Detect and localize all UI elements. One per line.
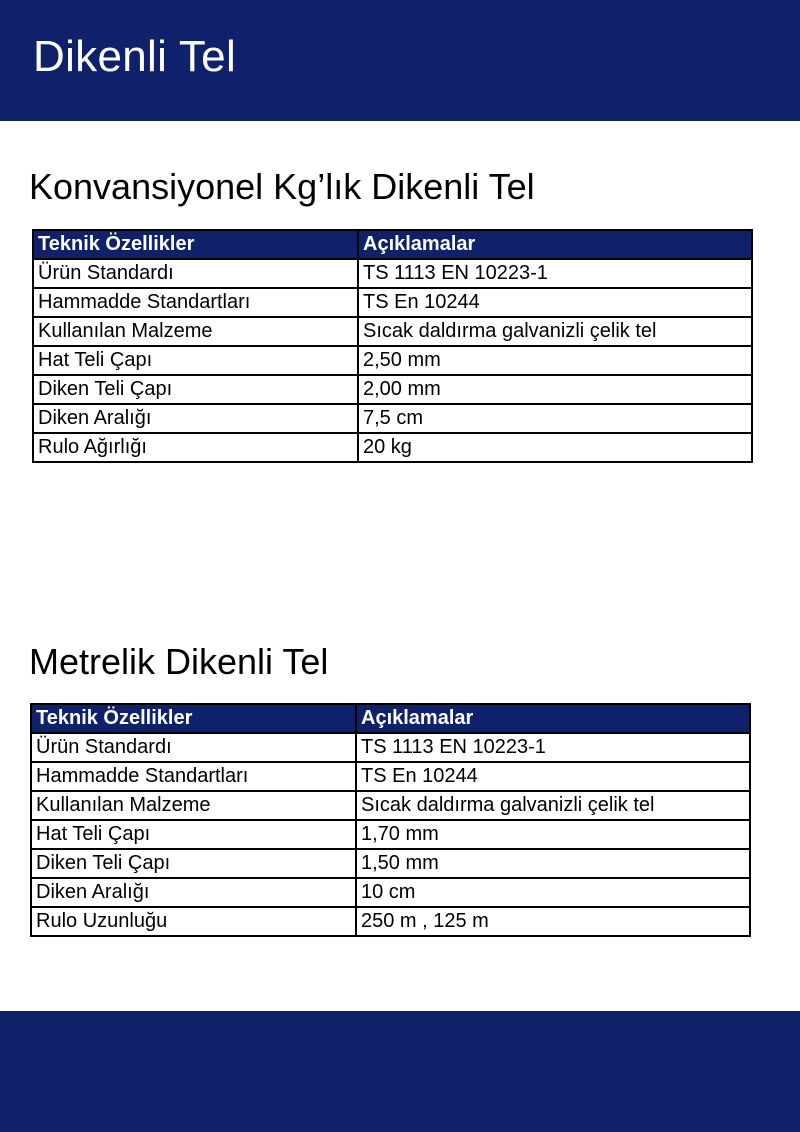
spec-label: Diken Teli Çapı [33,375,358,404]
table-row [33,346,752,375]
spec-value: 1,50 mm [356,849,750,878]
table-row [31,878,750,907]
header-band [0,0,800,121]
table-row [31,762,750,791]
spec-label: Diken Teli Çapı [31,849,356,878]
footer-band [0,1011,800,1132]
table-header-row [31,704,750,733]
spec-label: Kullanılan Malzeme [33,317,358,346]
page-title: Dikenli Tel [33,32,237,81]
spec-label: Kullanılan Malzeme [31,791,356,820]
spec-label: Hammadde Standartları [33,288,358,317]
table-row [31,820,750,849]
spec-value: 2,50 mm [358,346,752,375]
section-title-metrelik: Metrelik Dikenli Tel [29,641,329,682]
spec-value: TS En 10244 [356,762,750,791]
spec-label: Ürün Standardı [31,733,356,762]
spec-label: Hat Teli Çapı [33,346,358,375]
table-row [33,375,752,404]
column-header-teknik: Teknik Özellikler [31,704,356,733]
column-header-aciklama: Açıklamalar [358,230,752,259]
spec-value: 2,00 mm [358,375,752,404]
spec-value: TS 1113 EN 10223-1 [358,259,752,288]
spec-value: 1,70 mm [356,820,750,849]
spec-label: Diken Aralığı [31,878,356,907]
spec-table-konvansiyonel [32,229,753,463]
spec-value: 7,5 cm [358,404,752,433]
column-header-aciklama: Açıklamalar [356,704,750,733]
table-row [31,791,750,820]
spec-value: TS 1113 EN 10223-1 [356,733,750,762]
spec-value: Sıcak daldırma galvanizli çelik tel [356,791,750,820]
spec-label: Hammadde Standartları [31,762,356,791]
table-row [33,404,752,433]
section-title-konvansiyonel: Konvansiyonel Kg’lık Dikenli Tel [29,166,535,207]
table-row [33,433,752,462]
spec-value: 10 cm [356,878,750,907]
table-row [33,317,752,346]
spec-label: Rulo Uzunluğu [31,907,356,936]
table-row [33,288,752,317]
table-row [31,907,750,936]
spec-table-metrelik [30,703,751,937]
table-row [31,733,750,762]
column-header-teknik: Teknik Özellikler [33,230,358,259]
spec-value: Sıcak daldırma galvanizli çelik tel [358,317,752,346]
spec-label: Ürün Standardı [33,259,358,288]
spec-label: Rulo Ağırlığı [33,433,358,462]
spec-value: 250 m , 125 m [356,907,750,936]
spec-value: 20 kg [358,433,752,462]
spec-value: TS En 10244 [358,288,752,317]
table-header-row [33,230,752,259]
spec-label: Hat Teli Çapı [31,820,356,849]
table-row [31,849,750,878]
spec-label: Diken Aralığı [33,404,358,433]
table-row [33,259,752,288]
